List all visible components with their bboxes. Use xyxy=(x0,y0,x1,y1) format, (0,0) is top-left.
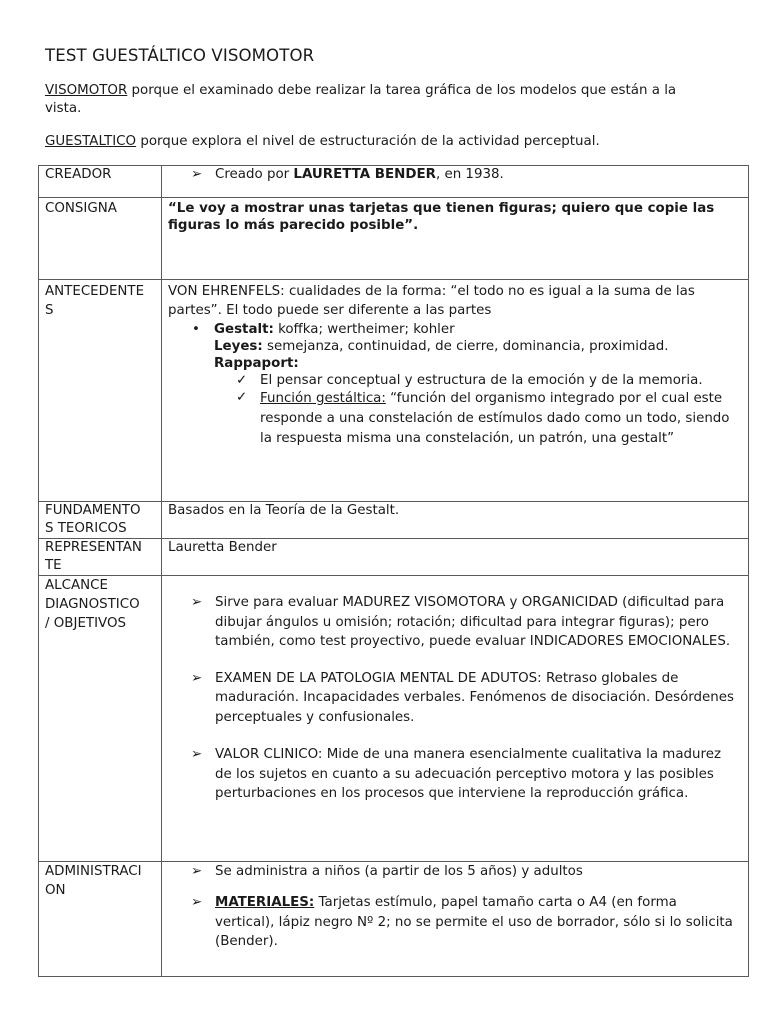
intro-text-guestaltico: porque explora el nivel de estructuración de la actividad perceptual. xyxy=(136,134,600,149)
bullet-icon: • xyxy=(192,322,200,337)
alcance-item-3: VALOR CLINICO: Mide de una manera esencialmente cualitativa la madurez de los sujetos en cuanto a su adecuación perceptivo motora y las posibles perturbaciones en los procesos que interviene la reproducción gráfica. xyxy=(215,747,722,801)
arrow-bullet-icon: ➢ xyxy=(191,670,203,686)
ehrenfels-line-2: partes”. El todo puede ser diferente a las partes xyxy=(168,303,492,318)
arrow-bullet-icon: ➢ xyxy=(191,895,203,910)
arrow-bullet-icon: ➢ xyxy=(191,167,203,182)
row-label-fundamentos: FUNDAMENTO S TEORICOS xyxy=(39,502,162,539)
row-label-antecedentes: ANTECEDENTE S xyxy=(39,280,162,502)
ehrenfels-line-1: VON EHRENFELS: cualidades de la forma: “el todo no es igual a la suma de las xyxy=(168,284,695,299)
row-label-creador: CREADOR xyxy=(39,166,162,198)
check-icon: ✓ xyxy=(236,373,248,388)
table-row-consigna xyxy=(39,198,749,280)
creator-name: LAURETTA BENDER xyxy=(293,167,436,182)
row-content-consigna xyxy=(162,198,749,280)
arrow-bullet-icon: ➢ xyxy=(191,864,203,879)
intro-text-visomotor-2: vista. xyxy=(45,100,82,116)
row-label-alcance: ALCANCE DIAGNOSTICO / OBJETIVOS xyxy=(39,576,162,862)
intro-term-visomotor: VISOMOTOR xyxy=(45,83,128,98)
row-label-representante: REPRESENTAN TE xyxy=(39,539,162,576)
table-row-antecedentes xyxy=(39,280,749,502)
info-table xyxy=(38,165,749,977)
intro-term-guestaltico: GUESTALTICO xyxy=(45,134,137,149)
row-label-administracion: ADMINISTRACI ON xyxy=(39,862,162,977)
table-row-fundamentos xyxy=(39,502,749,539)
document-title: TEST GUESTÁLTICO VISOMOTOR xyxy=(45,46,315,65)
administracion-item-2: MATERIALES: Tarjetas estímulo, papel tamaño carta o A4 (en forma vertical), lápiz negro Nº 2; no se permite el uso de borrador, sólo si lo solicita (Bender). xyxy=(215,895,733,949)
row-content-antecedentes: VON EHRENFELS: cualidades de la forma: “el todo no es igual a la suma de las partes”. El todo puede ser diferente a las partes • Gestalt: koffka; wertheimer; kohler Leyes: semejanza, continuidad, de cierre, dominancia, proximidad. Rappaport: ✓ El pensar conceptual y estructura de la emoción y de la memoria. ✓ Función gestáltica: “función del organismo integrado por el cual este responde a una constelación de estímulos dado como un todo, siendo la respuesta misma una constelación, un patrón, una gestalt” xyxy=(162,280,749,502)
table-row-alcance xyxy=(39,576,749,862)
check-icon: ✓ xyxy=(236,390,248,405)
intro-visomotor xyxy=(45,82,735,117)
intro-guestaltico xyxy=(45,133,735,151)
consigna-quote: “Le voy a mostrar unas tarjetas que tienen figuras; quiero que copie las figuras lo más parecido posible”. xyxy=(168,201,715,233)
row-content-representante: Lauretta Bender xyxy=(162,539,749,576)
arrow-bullet-icon: ➢ xyxy=(191,595,203,610)
row-label-consigna: CONSIGNA xyxy=(39,198,162,280)
alcance-item-1: Sirve para evaluar MADUREZ VISOMOTORA y ORGANICIDAD (dificultad para dibujar ángulos u omisión; rotación; dificultad para integrar figuras); pero también, como test proyectivo, puede evaluar INDICADORES EMOCIONALES. xyxy=(215,595,731,649)
alcance-item-2: EXAMEN DE LA PATOLOGIA MENTAL DE ADUTOS: Retraso globales de maduración. Incapacidades verbales. Fenómenos de disociación. Desórdenes perceptuales y confusionales. xyxy=(215,670,734,725)
administracion-item-1: Se administra a niños (a partir de los 5 años) y adultos xyxy=(215,864,583,879)
row-content-alcance xyxy=(162,576,749,862)
table-row-creador xyxy=(39,166,749,198)
intro-text-visomotor: porque el examinado debe realizar la tarea gráfica de los modelos que están a la xyxy=(127,83,677,98)
arrow-bullet-icon: ➢ xyxy=(191,747,203,762)
row-content-fundamentos: Basados en la Teoría de la Gestalt. xyxy=(162,502,749,539)
row-content-administracion xyxy=(162,862,749,977)
table-row-administracion xyxy=(39,862,749,977)
table-row-representante xyxy=(39,539,749,576)
row-content-creador: ➢ Creado por LAURETTA BENDER, en 1938. xyxy=(162,166,749,198)
